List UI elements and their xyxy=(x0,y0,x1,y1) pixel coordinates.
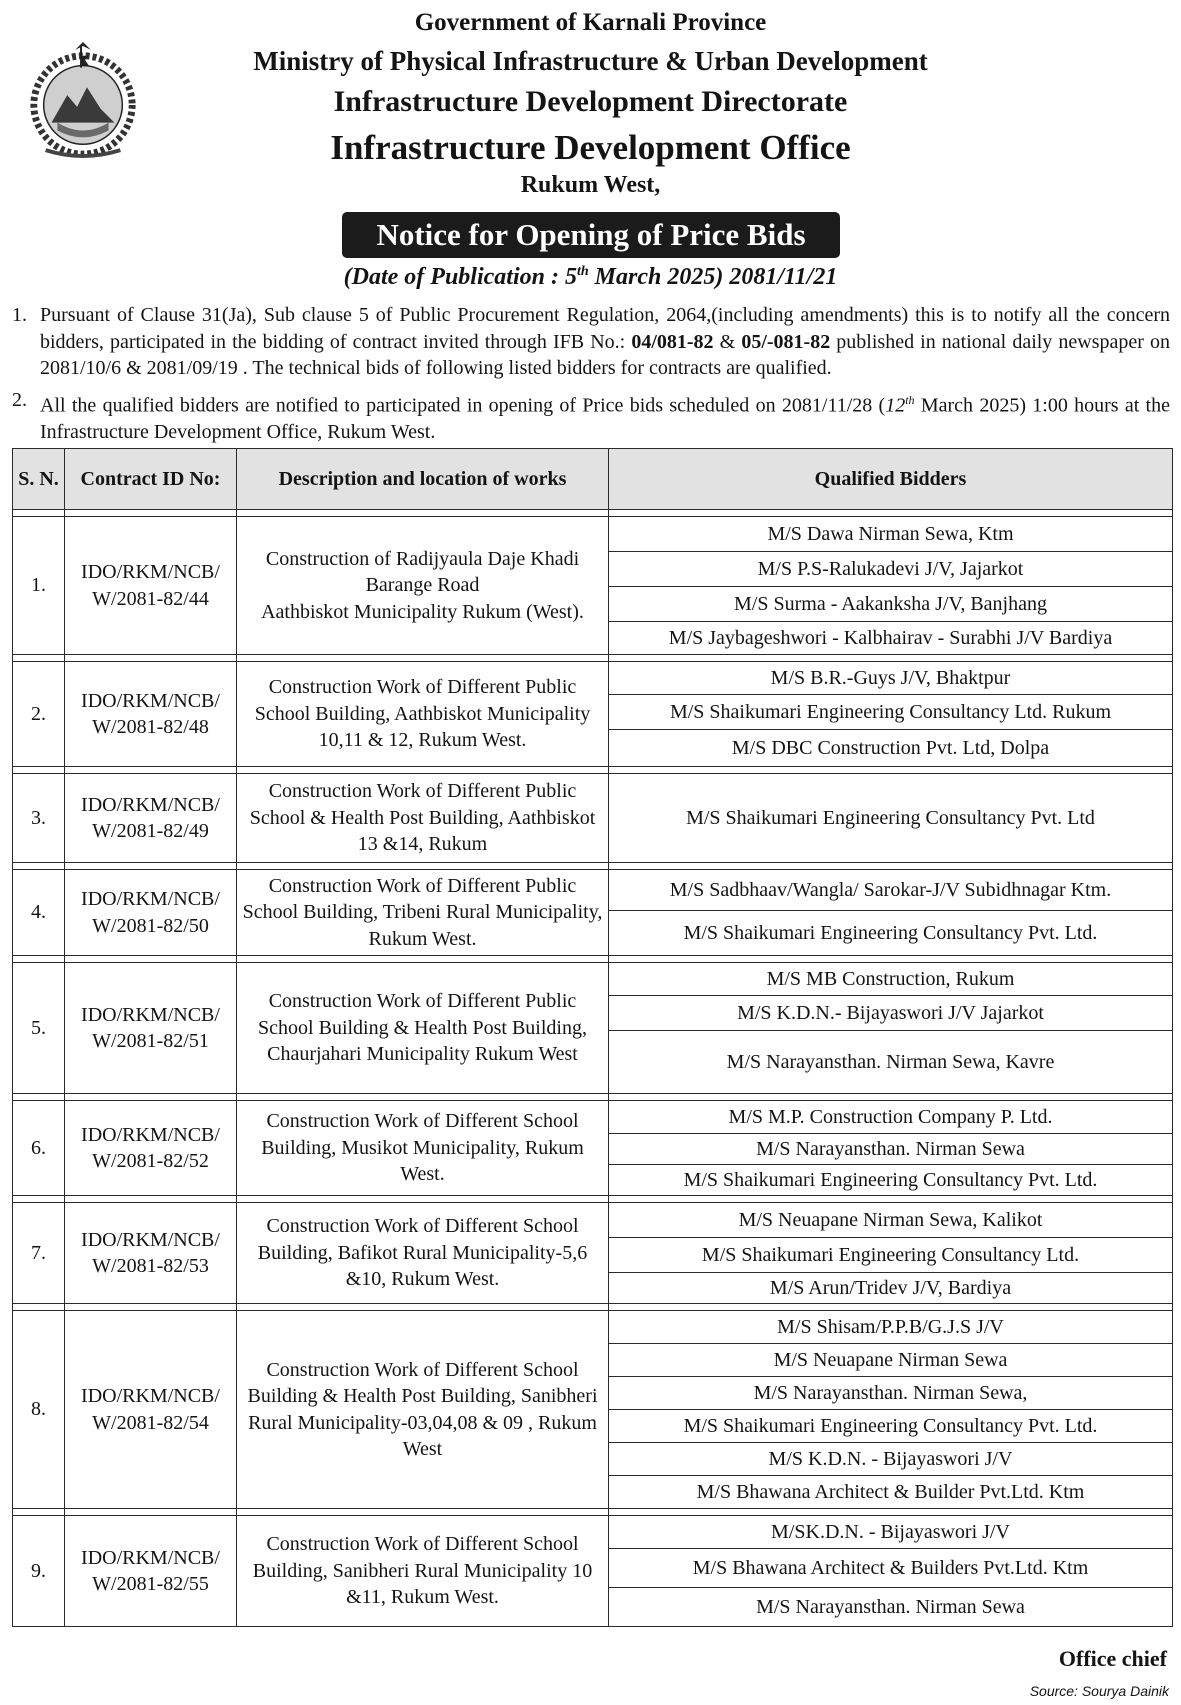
qualified-bidder-cell: M/S B.R.-Guys J/V, Bhaktpur xyxy=(609,662,1173,695)
qualified-bidder-cell: M/S Jaybageshwori - Kalbhairav - Surabhi J/V Bardiya xyxy=(609,622,1173,655)
description-cell xyxy=(237,1516,609,1627)
contract-id-line: W/2081-82/48 xyxy=(92,716,209,738)
contract-id-line: IDO/RKM/NCB/ xyxy=(81,1123,220,1146)
qualified-bidder-cell: M/S K.D.N.- Bijayaswori J/V Jajarkot xyxy=(609,996,1173,1031)
qualified-bidder-cell: M/S Dawa Nirman Sewa, Ktm xyxy=(609,517,1173,552)
qualified-bidder-cell: M/S DBC Construction Pvt. Ltd, Dolpa xyxy=(609,730,1173,767)
header-office: Infrastructure Development Office xyxy=(330,128,851,167)
qualified-bidder-cell: M/S Neuapane Nirman Sewa, Kalikot xyxy=(609,1203,1173,1238)
paragraph-number: 2. xyxy=(12,389,27,411)
description-cell xyxy=(237,662,609,767)
table-spacer xyxy=(13,1196,1173,1203)
contract-id-line: IDO/RKM/NCB/ xyxy=(81,1385,220,1407)
spacer-cell xyxy=(609,1509,1173,1516)
description-line: Construction Work of Different Public School Building, Aathbiskot Municipality 10,11 & 12, Rukum West. xyxy=(254,676,591,752)
spacer-cell xyxy=(65,863,237,870)
serial-number-cell: 9. xyxy=(13,1516,65,1627)
spacer-cell xyxy=(237,863,609,870)
contract-id-cell xyxy=(65,662,237,767)
contract-id-cell xyxy=(65,870,237,956)
contract-id-line: W/2081-82/52 xyxy=(92,1150,209,1172)
spacer-cell xyxy=(237,1196,609,1203)
spacer-cell xyxy=(65,510,237,517)
qualified-bidder-cell: M/S Shaikumari Engineering Consultancy Ltd. xyxy=(609,1238,1173,1273)
qualified-bidder-cell: M/S Narayansthan. Nirman Sewa xyxy=(609,1134,1173,1165)
serial-number-cell: 2. xyxy=(13,662,65,767)
signoff: Office chief xyxy=(1058,1646,1167,1671)
contract-id-line: IDO/RKM/NCB/ xyxy=(81,1003,220,1026)
qualified-bidder-cell: M/S Narayansthan. Nirman Sewa xyxy=(609,1588,1173,1627)
qualified-bidder-cell: M/SK.D.N. - Bijayaswori J/V xyxy=(609,1516,1173,1549)
spacer-cell xyxy=(13,863,65,870)
table-header-row xyxy=(13,449,1173,510)
spacer-cell xyxy=(13,655,65,662)
spacer-cell xyxy=(609,956,1173,963)
contract-id-cell xyxy=(65,1516,237,1627)
contract-id-line: IDO/RKM/NCB/ xyxy=(81,888,220,910)
contract-id-line: IDO/RKM/NCB/ xyxy=(81,793,220,816)
spacer-cell xyxy=(609,1196,1173,1203)
qualified-bidders-table xyxy=(12,448,1173,1627)
table-spacer xyxy=(13,1509,1173,1516)
spacer-cell xyxy=(237,1094,609,1101)
spacer-cell xyxy=(13,956,65,963)
paragraph-number: 1. xyxy=(12,304,27,326)
table-row xyxy=(13,1203,1173,1238)
description-line: Aathbiskot Municipality Rukum (West). xyxy=(261,600,584,623)
table-spacer xyxy=(13,655,1173,662)
header-ministry: Ministry of Physical Infrastructure & Urban Development xyxy=(253,46,928,76)
contract-id-line: W/2081-82/53 xyxy=(92,1255,209,1277)
qualified-bidder-cell: M/S Narayansthan. Nirman Sewa, Kavre xyxy=(609,1031,1173,1094)
table-spacer xyxy=(13,510,1173,517)
serial-number-cell: 5. xyxy=(13,963,65,1094)
notice-title-banner: Notice for Opening of Price Bids xyxy=(342,212,840,258)
description-cell xyxy=(237,1101,609,1196)
paragraph-2 xyxy=(12,387,1170,443)
table-row xyxy=(13,517,1173,552)
header-contract-id: Contract ID No: xyxy=(65,449,237,510)
paragraph-text: All the qualified bidders are notified to participated in opening of Price bids scheduled on 2081/11/28 (12th March 2025) 1:00 hours at the Infrastructure Development Office, Rukum West. xyxy=(40,393,1170,444)
spacer-cell xyxy=(13,1509,65,1516)
table-spacer xyxy=(13,863,1173,870)
qualified-bidder-cell: M/S Surma - Aakanksha J/V, Banjhang xyxy=(609,587,1173,622)
spacer-cell xyxy=(237,1304,609,1311)
spacer-cell xyxy=(13,767,65,774)
qualified-bidder-cell: M/S Shaikumari Engineering Consultancy Pvt. Ltd. xyxy=(609,1165,1173,1196)
contract-id-cell xyxy=(65,517,237,655)
spacer-cell xyxy=(609,655,1173,662)
description-line: Construction Work of Different Public School Building & Health Post Building, Chaurjahari Municipality Rukum West xyxy=(258,990,587,1066)
spacer-cell xyxy=(65,1094,237,1101)
spacer-cell xyxy=(609,1304,1173,1311)
qualified-bidder-cell: M/S Shisam/P.P.B/G.J.S J/V xyxy=(609,1311,1173,1344)
serial-number-cell: 3. xyxy=(13,774,65,863)
table-row xyxy=(13,774,1173,863)
header-qualified-bidders: Qualified Bidders xyxy=(609,449,1173,510)
qualified-bidder-cell: M/S Sadbhaav/Wangla/ Sarokar-J/V Subidhnagar Ktm. xyxy=(609,870,1173,911)
description-line: Construction Work of Different Public School & Health Post Building, Aathbiskot 13 &14, Rukum xyxy=(249,780,596,856)
contract-id-line: W/2081-82/51 xyxy=(92,1030,209,1052)
source-credit: Source: Sourya Dainik xyxy=(1029,1683,1169,1699)
description-line: Construction Work of Different Public School Building, Tribeni Rural Municipality, Rukum West. xyxy=(242,874,603,950)
ifb-number: 04/081-82 xyxy=(631,330,714,353)
header-description: Description and location of works xyxy=(237,449,609,510)
spacer-cell xyxy=(609,510,1173,517)
description-line: Construction Work of Different School Building & Health Post Building, Sanibheri Rural Municipality-03,04,08 & 09 , Rukum West xyxy=(247,1358,598,1460)
description-cell xyxy=(237,870,609,956)
table-row xyxy=(13,870,1173,911)
contract-id-cell xyxy=(65,963,237,1094)
table-spacer xyxy=(13,1094,1173,1101)
table-row xyxy=(13,1311,1173,1344)
contract-id-cell xyxy=(65,774,237,863)
contract-id-cell xyxy=(65,1311,237,1509)
paragraph-text: Pursuant of Clause 31(Ja), Sub clause 5 of Public Procurement Regulation, 2064,(including amendments) this is to notify all the concern bidders, participated in the bidding of contract invited through IFB No.: 04/081-82 & 05/-081-82 published in national daily newspaper on 2081/10/6 & 2081/09/19 . The technical bids of following listed bidders for contracts are qualified. xyxy=(40,304,1171,379)
paragraph-1 xyxy=(12,302,1170,384)
spacer-cell xyxy=(609,767,1173,774)
serial-number-cell: 8. xyxy=(13,1311,65,1509)
qualified-bidder-cell: M/S Shaikumari Engineering Consultancy Pvt. Ltd xyxy=(609,774,1173,863)
header-government: Government of Karnali Province xyxy=(414,9,767,36)
contract-id-cell xyxy=(65,1101,237,1196)
qualified-bidder-cell: M/S Shaikumari Engineering Consultancy Pvt. Ltd. xyxy=(609,1410,1173,1443)
description-line: Construction Work of Different School Building, Sanibheri Rural Municipality 10 &11, Rukum West. xyxy=(252,1533,593,1609)
spacer-cell xyxy=(65,1196,237,1203)
qualified-bidder-cell: M/S Bhawana Architect & Builder Pvt.Ltd. Ktm xyxy=(609,1476,1173,1509)
description-cell xyxy=(237,1311,609,1509)
contract-id-line: IDO/RKM/NCB/ xyxy=(81,1228,220,1251)
spacer-cell xyxy=(237,655,609,662)
contract-id-line: W/2081-82/49 xyxy=(92,820,209,842)
spacer-cell xyxy=(13,1196,65,1203)
description-line: Construction Work of Different School Building, Bafikot Rural Municipality-5,6 &10, Rukum West. xyxy=(257,1215,588,1291)
contract-id-line: W/2081-82/54 xyxy=(92,1411,209,1434)
contract-id-cell xyxy=(65,1203,237,1304)
spacer-cell xyxy=(65,767,237,774)
qualified-bidder-cell: M/S M.P. Construction Company P. Ltd. xyxy=(609,1101,1173,1134)
description-cell xyxy=(237,1203,609,1304)
qualified-bidder-cell: M/S Narayansthan. Nirman Sewa, xyxy=(609,1377,1173,1410)
header-directorate: Infrastructure Development Directorate xyxy=(333,85,848,118)
spacer-cell xyxy=(13,1094,65,1101)
spacer-cell xyxy=(65,655,237,662)
spacer-cell xyxy=(237,767,609,774)
spacer-cell xyxy=(237,956,609,963)
description-line: Construction Work of Different School Building, Musikot Municipality, Rukum West. xyxy=(261,1110,584,1186)
description-line: Construction of Radijyaula Daje Khadi Barange Road xyxy=(265,547,580,597)
contract-id-line: IDO/RKM/NCB/ xyxy=(81,1546,220,1569)
table-spacer xyxy=(13,956,1173,963)
table-row xyxy=(13,662,1173,695)
qualified-bidder-cell: M/S Shaikumari Engineering Consultancy Pvt. Ltd. xyxy=(609,911,1173,956)
qualified-bidder-cell: M/S Bhawana Architect & Builders Pvt.Ltd. Ktm xyxy=(609,1549,1173,1588)
qualified-bidder-cell: M/S MB Construction, Rukum xyxy=(609,963,1173,996)
spacer-cell xyxy=(65,1509,237,1516)
serial-number-cell: 7. xyxy=(13,1203,65,1304)
description-cell xyxy=(237,963,609,1094)
qualified-bidder-cell: M/S K.D.N. - Bijayaswori J/V xyxy=(609,1443,1173,1476)
spacer-cell xyxy=(237,510,609,517)
header-location: Rukum West, xyxy=(520,172,661,198)
serial-number-cell: 6. xyxy=(13,1101,65,1196)
contract-id-line: IDO/RKM/NCB/ xyxy=(81,689,220,712)
contract-id-line: W/2081-82/55 xyxy=(92,1573,209,1595)
qualified-bidder-cell: M/S Neuapane Nirman Sewa xyxy=(609,1344,1173,1377)
contract-id-line: W/2081-82/50 xyxy=(92,914,209,937)
contract-id-line: IDO/RKM/NCB/ xyxy=(81,561,220,583)
publication-date: (Date of Publication : 5th March 2025) 2081/11/21 xyxy=(343,264,838,290)
description-cell xyxy=(237,774,609,863)
ifb-number: 05/-081-82 xyxy=(741,330,831,353)
qualified-bidder-cell: M/S Shaikumari Engineering Consultancy Ltd. Rukum xyxy=(609,695,1173,730)
table-row xyxy=(13,963,1173,996)
qualified-bidder-cell: M/S P.S-Ralukadevi J/V, Jajarkot xyxy=(609,552,1173,587)
table-spacer xyxy=(13,767,1173,774)
table-row xyxy=(13,1101,1173,1134)
table-spacer xyxy=(13,1304,1173,1311)
spacer-cell xyxy=(13,1304,65,1311)
spacer-cell xyxy=(65,956,237,963)
description-cell xyxy=(237,517,609,655)
qualified-bidder-cell: M/S Arun/Tridev J/V, Bardiya xyxy=(609,1273,1173,1304)
serial-number-cell: 1. xyxy=(13,517,65,655)
header-sn: S. N. xyxy=(13,449,65,510)
spacer-cell xyxy=(65,1304,237,1311)
spacer-cell xyxy=(237,1509,609,1516)
spacer-cell xyxy=(13,510,65,517)
spacer-cell xyxy=(609,863,1173,870)
serial-number-cell: 4. xyxy=(13,870,65,956)
contract-id-line: W/2081-82/44 xyxy=(92,587,209,610)
spacer-cell xyxy=(609,1094,1173,1101)
table-row xyxy=(13,1516,1173,1549)
